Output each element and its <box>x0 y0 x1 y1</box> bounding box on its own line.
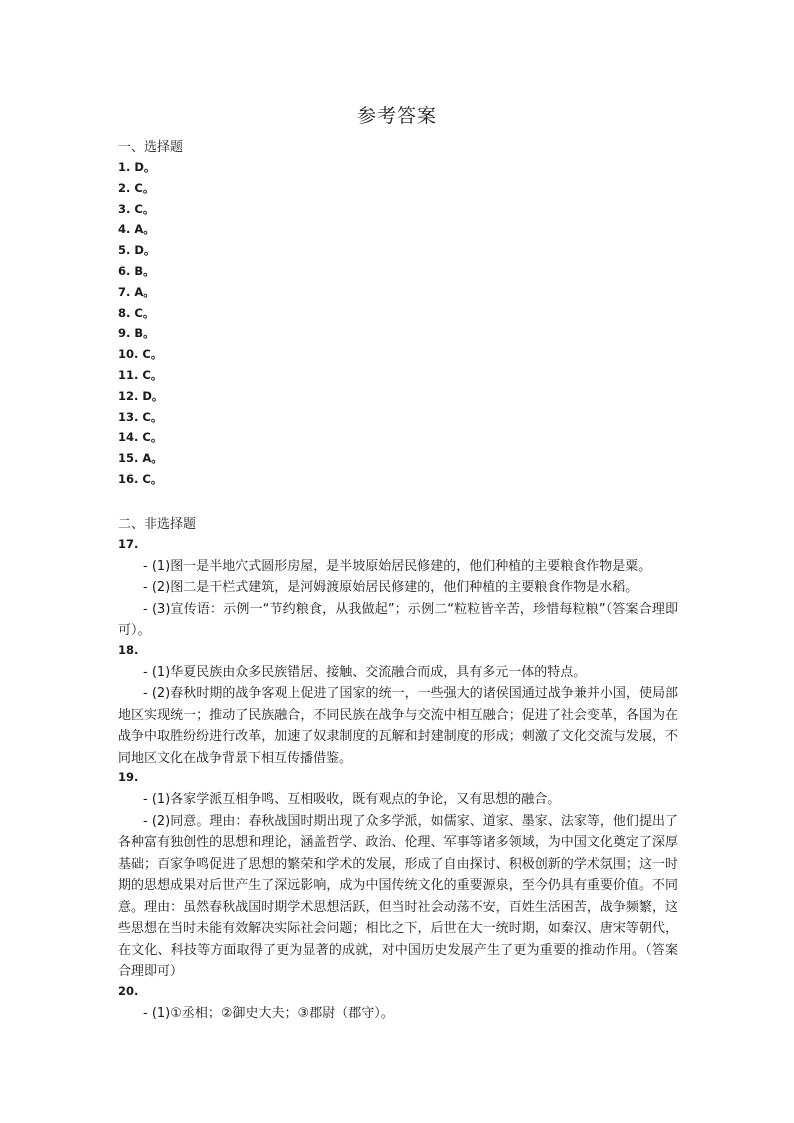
mc-answer-item <box>118 201 678 222</box>
mc-answer-item <box>118 471 678 492</box>
mc-number: 5. <box>118 243 131 258</box>
mc-answer-item <box>118 180 678 201</box>
question-number-19: 19. <box>118 770 139 785</box>
mc-number: 16. <box>118 471 139 486</box>
section-heading-non-multiple-choice: 二、非选择题 <box>118 516 197 532</box>
mc-answer: C。 <box>142 430 163 445</box>
mc-answer: D。 <box>134 243 156 258</box>
mc-number: 8. <box>118 305 131 320</box>
mc-answer-item <box>118 242 678 263</box>
question-number-17: 17. <box>118 536 139 551</box>
question-number-18: 18. <box>118 642 139 657</box>
answer-content <box>118 139 678 1024</box>
mc-answer-item <box>118 450 678 471</box>
mc-answer: C。 <box>142 409 163 424</box>
mc-answer-item <box>118 367 678 388</box>
mc-number: 2. <box>118 180 131 195</box>
section-spacer <box>118 492 678 516</box>
mc-number: 11. <box>118 367 139 382</box>
question-number-20: 20. <box>118 983 139 998</box>
q19-part1-answer: - (1)各家学派互相争鸣、互相吸收，既有观点的争论，又有思想的融合。 <box>143 792 561 808</box>
mc-answer: A。 <box>142 451 163 466</box>
mc-answer: A。 <box>134 284 155 299</box>
mc-answer: D。 <box>134 160 156 174</box>
multiple-choice-list <box>118 159 678 492</box>
mc-answer: C。 <box>134 180 155 195</box>
mc-number: 15. <box>118 451 139 466</box>
mc-number: 9. <box>118 326 131 341</box>
mc-answer-item <box>118 263 678 284</box>
q17-part2-answer: - (2)图二是干栏式建筑，是河姆渡原始居民修建的，他们种植的主要粮食作物是水稻。 <box>143 580 639 596</box>
mc-answer-item <box>118 284 678 305</box>
mc-answer: C。 <box>142 347 163 362</box>
q19-part2-answer: - (2)同意。理由：春秋战国时期出现了众多学派，如儒家、道家、墨家、法家等，他们提出了各种富有独创性的思想和理论，涵盖哲学、政治、伦理、军事等诸多领域，为中国文化奠定了深厚基础；百家争鸣促进了思想的繁荣和学术的发展，形成了自由探讨、积极创新的学术氛围；这一时期的思想成果对后世产生了深远影响，成为中国传统文化的重要源泉，至今仍具有重要价值。不同意。理由：虽然春秋战国时期学术思想活跃，但当时社会动荡不安，百姓生活困苦，战争频繁，这些思想在当时未能有效解决实际社会问题；相比之下，后世在大一统时期，如秦汉、唐宋等朝代，在文化、科技等方面取得了更为显著的成就，对中国历史发展产生了更为重要的推动作用。（答案合理即可） <box>118 813 678 980</box>
mc-number: 12. <box>118 388 139 403</box>
mc-answer-item <box>118 388 678 409</box>
mc-answer-item <box>118 409 678 430</box>
q18-part1-answer: - (1)华夏民族由众多民族错居、接触、交流融合而成，具有多元一体的特点。 <box>143 664 587 680</box>
mc-number: 10. <box>118 347 139 362</box>
mc-answer: D。 <box>142 388 164 403</box>
mc-number: 6. <box>118 263 131 278</box>
page-title: 参考答案 <box>356 105 437 127</box>
mc-answer-item <box>118 429 678 450</box>
q17-part1-answer: - (1)图一是半地穴式圆形房屋，是半坡原始居民修建的，他们种植的主要粮食作物是粟。 <box>143 558 652 574</box>
mc-answer-item <box>118 346 678 367</box>
mc-answer-item <box>118 305 678 326</box>
q18-part2-answer: - (2)春秋时期的战争客观上促进了国家的统一，一些强大的诸侯国通过战争兼并小国，使局部地区实现统一；推动了民族融合，不同民族在战争与交流中相互融合；促进了社会变革，各国为在战争中取胜纷纷进行改革，加速了奴隶制度的瓦解和封建制度的形成；刺激了文化交流与发展，不同地区文化在战争背景下相互传播借鉴。 <box>118 686 678 766</box>
mc-answer: C。 <box>134 201 155 216</box>
section-heading-multiple-choice: 一、选择题 <box>118 140 184 155</box>
mc-answer: B。 <box>134 326 155 341</box>
mc-number: 4. <box>118 222 131 237</box>
mc-answer-item <box>118 159 678 180</box>
mc-number: 14. <box>118 430 139 445</box>
mc-answer-item <box>118 325 678 346</box>
mc-answer: C。 <box>134 305 155 320</box>
mc-answer: C。 <box>142 367 163 382</box>
mc-number: 7. <box>118 284 131 299</box>
q20-part1-answer: - (1)①丞相；②御史大夫；③郡尉（郡守）。 <box>143 1005 394 1021</box>
mc-answer: C。 <box>142 471 163 486</box>
mc-answer-item <box>118 221 678 242</box>
mc-answer: B。 <box>134 263 155 278</box>
mc-number: 1. <box>118 160 131 174</box>
mc-number: 3. <box>118 201 131 216</box>
q17-part3-answer: - (3)宣传语：示例一“节约粮食，从我做起”；示例二“粒粒皆辛苦，珍惜每粒粮”（答案合理即可）。 <box>118 601 678 639</box>
mc-answer: A。 <box>134 222 155 237</box>
mc-number: 13. <box>118 409 139 424</box>
